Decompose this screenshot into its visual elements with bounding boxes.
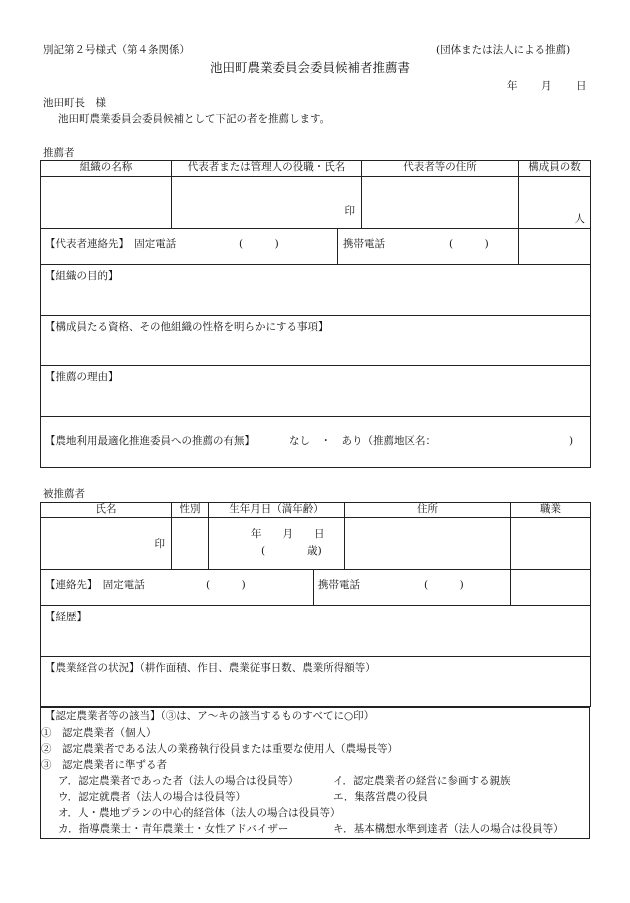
header-sex: 性別 — [172, 503, 209, 518]
eligibility-item-3: ③ 認定農業者に準ずる者 — [41, 759, 167, 771]
date-day: 日 — [576, 80, 587, 92]
farm-status-cell[interactable] — [41, 657, 591, 707]
age-line: ( 歳) — [261, 545, 322, 557]
nominee-sex-cell[interactable] — [172, 518, 209, 570]
rep-contact-cell[interactable] — [41, 229, 519, 265]
reason-cell[interactable] — [41, 366, 591, 417]
rep-address-cell[interactable] — [362, 177, 519, 229]
eligibility-sub-i: イ．認定農業者の経営に参画する親族 — [333, 775, 511, 787]
nominee-contact-paren: ( ) — [206, 579, 246, 591]
nominee-occupation-cell[interactable] — [511, 518, 591, 570]
eligibility-sub-o: オ．人・農地プランの中心的経営体（法人の場合は役員等） — [58, 807, 341, 819]
eligibility-sub-ki: キ．基本構想水準到達者（法人の場合は役員等） — [333, 823, 564, 835]
promotion-label: 【農地利用最適化推進委員への推薦の有無】 — [45, 435, 255, 447]
promotion-options: なし ・ あり（推薦地区名： — [289, 435, 436, 447]
header-address: 住所 — [345, 503, 511, 518]
header-dob: 生年月日（満年齢） — [209, 503, 345, 518]
dob-line: 年 月 日 — [251, 528, 325, 540]
header-rep-address: 代表者等の住所 — [362, 161, 519, 177]
form-number: 別記第２号様式（第４条関係） — [43, 44, 190, 56]
career-cell[interactable] — [41, 606, 591, 657]
page-title: 池田町農業委員会委員候補者推薦書 — [210, 60, 411, 75]
career-label: 【経歴】 — [45, 611, 87, 623]
count-unit: 人 — [574, 212, 585, 225]
header-representative: 代表者または管理人の役職・氏名 — [172, 161, 362, 177]
seal-mark: 印 — [344, 205, 355, 217]
header-occupation: 職業 — [511, 503, 591, 518]
contact-divider — [337, 228, 338, 265]
rep-mobile-paren: ( ) — [449, 238, 489, 250]
nominee-section-label: 被推薦者 — [43, 488, 85, 500]
recommender-section-label: 推薦者 — [43, 147, 75, 159]
promotion-cell[interactable] — [41, 417, 591, 468]
eligibility-sub-a: ア．認定農業者であった者（法人の場合は役員等） — [58, 775, 299, 787]
form-type: (団体または法人による推薦) — [436, 44, 571, 56]
eligibility-item-1: ① 認定農業者（個人） — [41, 727, 157, 739]
eligibility-item-2: ② 認定農業者である法人の業務執行役員または重要な使用人（農場長等） — [41, 743, 398, 755]
date-year: 年 — [507, 80, 518, 92]
eligibility-sub-e: エ．集落営農の役員 — [333, 791, 428, 803]
reason-label: 【推薦の理由】 — [45, 371, 119, 383]
nominee-contact-label: 【連絡先】 固定電話 — [45, 579, 145, 591]
addressee: 池田町長 様 — [43, 97, 106, 109]
eligibility-box[interactable] — [40, 707, 590, 839]
nominee-address-cell[interactable] — [345, 518, 511, 570]
qualification-label: 【構成員たる資格、その他組織の性格を明らかにする事項】 — [45, 321, 329, 333]
member-count-cell[interactable] — [519, 177, 591, 229]
eligibility-title: 【認定農業者等の該当】（③は、ア〜キの該当するものすべてに○印） — [45, 710, 375, 722]
promotion-close: ) — [569, 435, 574, 447]
nominee-seal-mark: 印 — [154, 538, 165, 550]
eligibility-sub-u: ウ．認定就農者（法人の場合は役員等） — [58, 791, 247, 803]
farm-status-label: 【農業経営の状況】（耕作面積、作目、農業従事日数、農業所得額等） — [45, 662, 376, 674]
nominee-mobile-paren: ( ) — [424, 579, 464, 591]
representative-cell[interactable] — [172, 177, 362, 229]
eligibility-sub-ka: カ．指導農業士・青年農業士・女性アドバイザー — [58, 823, 289, 835]
org-name-cell[interactable] — [41, 177, 172, 229]
nominee-table — [40, 502, 591, 707]
nominee-contact-cell[interactable] — [41, 570, 511, 606]
nominee-contact-extra-cell[interactable] — [511, 570, 591, 606]
rep-contact-paren: ( ) — [239, 238, 279, 250]
nominee-contact-divider — [313, 569, 314, 606]
nominee-dob-cell[interactable] — [209, 518, 345, 570]
date-month: 月 — [541, 80, 552, 92]
rep-mobile-label: 携帯電話 — [343, 238, 385, 250]
nominee-mobile-label: 携帯電話 — [318, 579, 360, 591]
header-name: 氏名 — [41, 503, 172, 518]
header-member-count: 構成員の数 — [519, 161, 591, 177]
header-org-name: 組織の名称 — [41, 161, 172, 177]
purpose-cell[interactable] — [41, 265, 591, 316]
rep-contact-label: 【代表者連絡先】 固定電話 — [45, 238, 177, 250]
rep-contact-extra-cell[interactable] — [519, 229, 591, 265]
recommender-table — [40, 160, 591, 468]
statement: 池田町農業委員会委員候補として下記の者を推薦します。 — [58, 113, 331, 125]
purpose-label: 【組織の目的】 — [45, 270, 119, 282]
qualification-cell[interactable] — [41, 316, 591, 366]
nominee-name-cell[interactable] — [41, 518, 172, 570]
